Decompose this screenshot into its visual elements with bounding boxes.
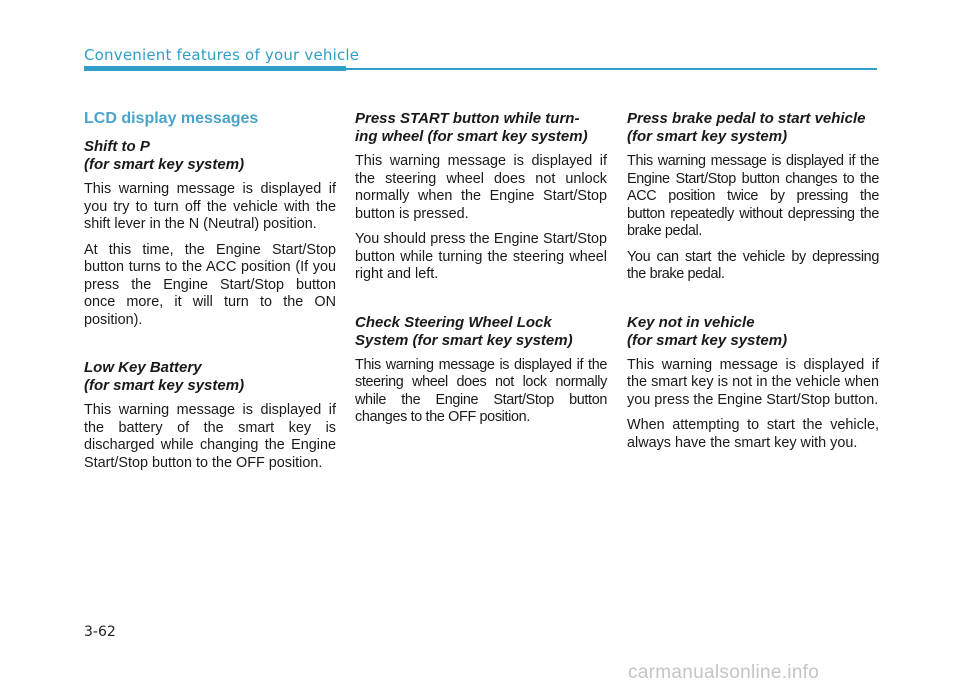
paragraph: You can start the vehicle by depressing the brake pedal. (627, 248, 879, 282)
sub-heading-line: (for smart key system) (84, 156, 245, 173)
header-title: Convenient features of your vehicle (84, 46, 360, 64)
sub-heading (84, 138, 336, 174)
paragraph: This warning message is displayed if the steering wheel does not lock normally while the Engine Start/Stop button changes to the OFF position. (355, 356, 607, 425)
sub-heading-line: (for smart key system) (627, 128, 788, 145)
sub-heading-line: Press START button while turn- (355, 110, 580, 127)
block-key-not-in-vehicle (627, 314, 879, 453)
sub-heading-line: (for smart key system) (627, 331, 788, 349)
sub-heading-line: System (for smart key system) (355, 331, 573, 349)
sub-heading-line: Key not in vehicle (627, 313, 755, 331)
paragraph: At this time, the Engine Start/Stop button turns to the ACC position (If you press the Engine Start/Stop button once more, it will turn to the ON position). (84, 241, 336, 328)
block-shift-to-p (84, 138, 336, 329)
paragraph: This warning message is displayed if the Engine Start/Stop button changes to the ACC position twice by pressing the button repeatedly without depressing the brake pedal. (627, 153, 879, 239)
paragraph: This warning message is displayed if you try to turn off the vehicle with the shift lever in the N (Neutral) position. (84, 181, 336, 232)
block-press-brake-pedal (627, 110, 879, 284)
sub-heading (627, 314, 879, 350)
sub-heading (355, 110, 607, 146)
block-check-steering-wheel-lock (355, 314, 607, 427)
sub-heading (84, 359, 336, 395)
header-rule-thin (346, 68, 877, 70)
column-3 (627, 110, 879, 460)
sub-heading-line: Press brake pedal to start vehicle (627, 110, 866, 127)
paragraph: This warning message is displayed if the battery of the smart key is discharged while changing the Engine Start/Stop button to the OFF position. (84, 402, 336, 471)
sub-heading-line: Low Key Battery (84, 359, 202, 376)
paragraph: When attempting to start the vehicle, always have the smart key with you. (627, 417, 879, 451)
sub-heading-line: (for smart key system) (84, 377, 245, 394)
sub-heading (627, 110, 879, 146)
page-number: 3-62 (84, 624, 116, 640)
paragraph: This warning message is displayed if the smart key is not in the vehicle when you press the Engine Start/Stop button. (627, 356, 879, 408)
section-title: LCD display messages (84, 110, 259, 127)
block-low-key-battery (84, 359, 336, 472)
sub-heading-line: ing wheel (for smart key system) (355, 128, 588, 145)
header-rule-thick (84, 66, 346, 71)
sub-heading-line: Shift to P (84, 138, 150, 155)
column-2 (355, 110, 607, 435)
sub-heading (355, 314, 607, 350)
paragraph: You should press the Engine Start/Stop button while turning the steering wheel right and left. (355, 231, 607, 282)
sub-heading-line: Check Steering Wheel Lock (355, 313, 552, 331)
paragraph: This warning message is displayed if the steering wheel does not unlock normally when the Engine Start/Stop button is pressed. (355, 153, 607, 222)
column-1 (84, 110, 336, 480)
block-press-start-button (355, 110, 607, 284)
watermark: carmanualsonline.info (628, 662, 820, 683)
